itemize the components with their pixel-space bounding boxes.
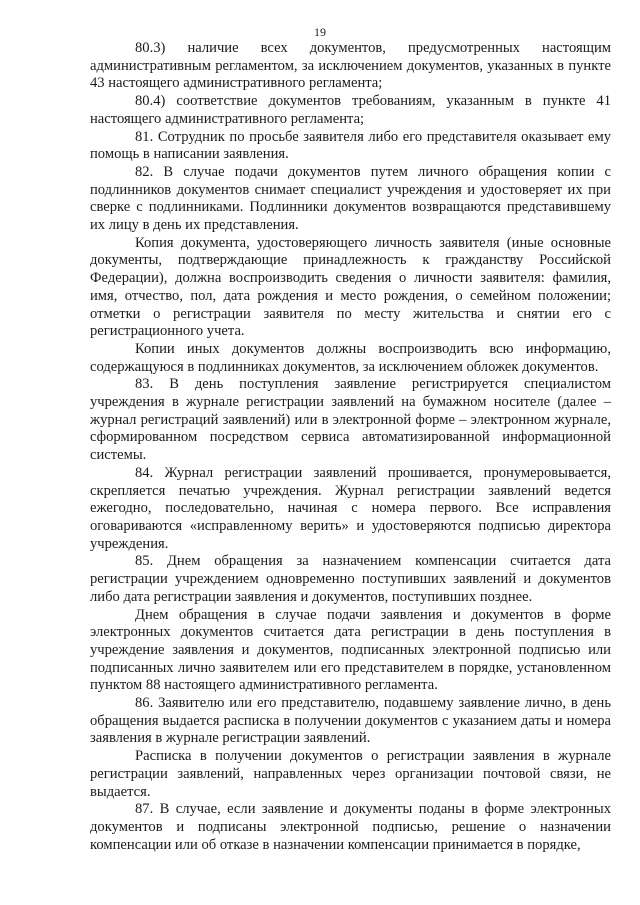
- document-body: [90, 40, 611, 854]
- page-number: 19: [314, 25, 326, 39]
- paragraph-82: 82. В случае подачи документов путем личного обращения копии с подлинников документов снимает специалист учреждения и удостоверяет их при сверке с подлинниками. Подлинники документов возвращаются представившему их лицу в день их представления.: [90, 163, 611, 234]
- paragraph-80-3: 80.3) наличие всех документов, предусмотренных настоящим административным регламентом, за исключением документов, указанных в пункте 43 настоящего административного регламента;: [90, 40, 611, 92]
- paragraph-82-identity-copy: Копия документа, удостоверяющего личность заявителя (иные основные документы, подтверждающие принадлежность к гражданству Российской Федерации), должна воспроизводить сведения о личности заявителя: фамилия, имя, отчество, пол, дата рождения и место рождения, о семейном положении; отметки о регистрации заявителя по месту жительства и снятии его с регистрационного учета.: [90, 234, 611, 340]
- paragraph-84: 84. Журнал регистрации заявлений прошивается, пронумеровывается, скрепляется печатью учреждения. Журнал регистрации заявлений ведется ежегодно, последовательно, начиная с номера первого. Все исправления оговариваются «исправленному верить» и удостоверяются подписью директора учреждения.: [90, 464, 611, 552]
- paragraph-86: 86. Заявителю или его представителю, подавшему заявление лично, в день обращения выдается расписка в получении документов с указанием даты и номера заявления в журнале регистрации заявлений.: [90, 695, 611, 747]
- paragraph-81: 81. Сотрудник по просьбе заявителя либо его представителя оказывает ему помощь в написании заявления.: [90, 128, 611, 163]
- paragraph-85: 85. Днем обращения за назначением компенсации считается дата регистрации учреждением одновременно поступивших заявлений и документов либо дата регистрации заявления и документов, поступивших позднее.: [90, 553, 611, 605]
- paragraph-82-other-copies: Копии иных документов должны воспроизводить всю информацию, содержащуюся в подлинниках документов, за исключением обложек документов.: [90, 340, 611, 375]
- paragraph-83: 83. В день поступления заявление регистрируется специалистом учреждения в журнале регистрации заявлений на бумажном носителе (далее – журнал регистраций заявлений) или в электронной форме – электронном журнале, сформированном посредством сервиса автоматизированной информационной системы.: [90, 376, 611, 464]
- paragraph-85-electronic: Днем обращения в случае подачи заявления и документов в форме электронных документов считается дата регистрации в день поступления в учреждение заявления и документов, подписанных электронной подписью или подписанных лично заявителем или его представителем в порядке, установленном пунктом 88 настоящего административного регламента.: [90, 606, 611, 694]
- paragraph-86-postal: Расписка в получении документов о регистрации заявления в журнале регистрации заявлений, направленных через организации почтовой связи, не выдается.: [90, 748, 611, 800]
- paragraph-87: 87. В случае, если заявление и документы поданы в форме электронных документов и подписаны электронной подписью, решение о назначении компенсации или об отказе в назначении компенсации принимается в порядке,: [90, 801, 611, 853]
- paragraph-80-4: 80.4) соответствие документов требованиям, указанным в пункте 41 настоящего административного регламента;: [90, 93, 611, 127]
